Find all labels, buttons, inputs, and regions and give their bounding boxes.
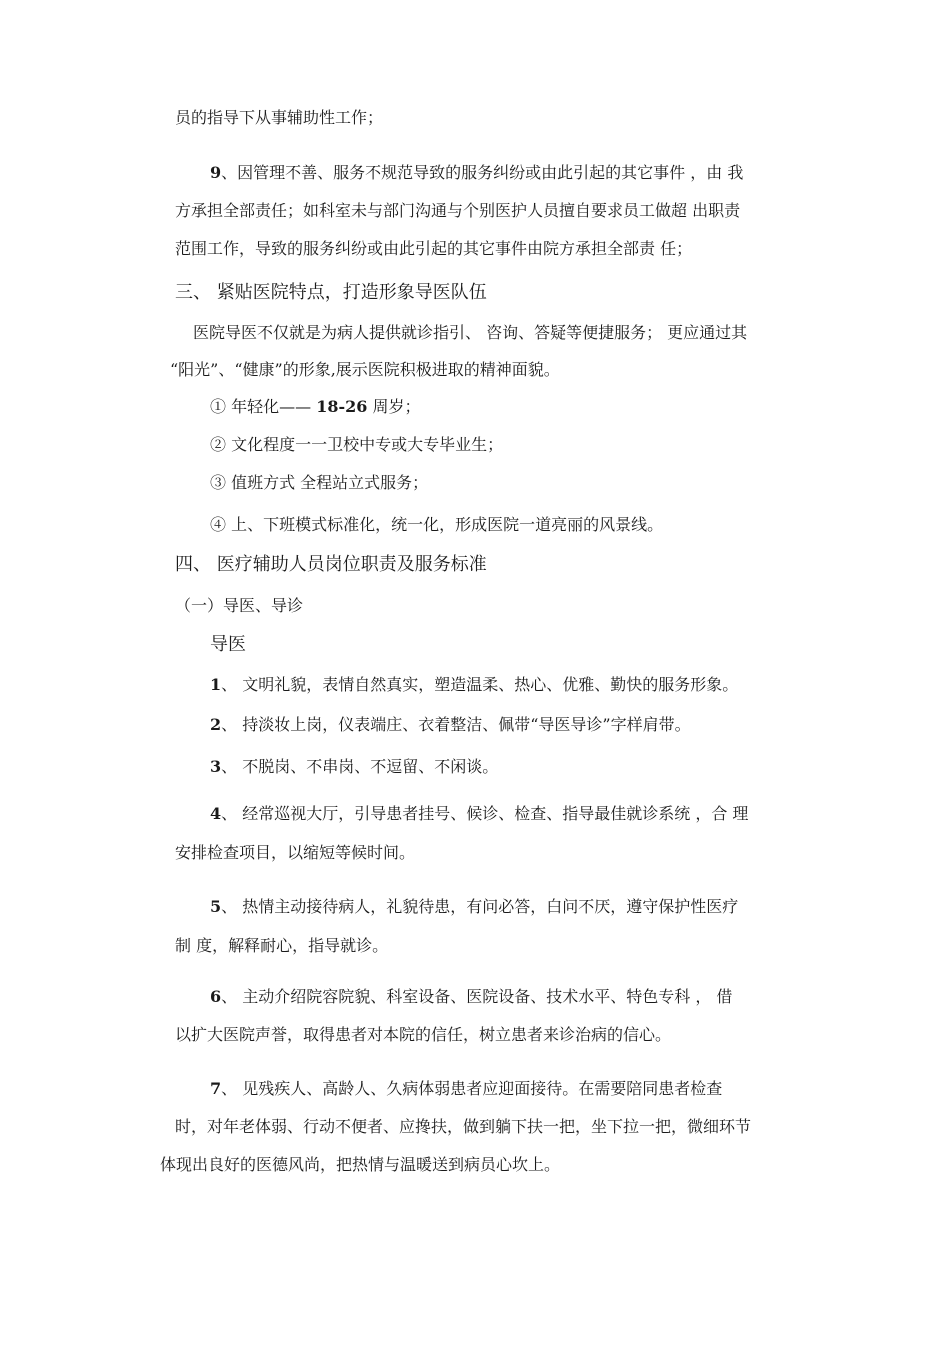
guide-item-7-line-3: 体现出良好的医德风尚，把热情与温暖送到病员心坎上。 xyxy=(160,1155,561,1174)
item-9-line-2: 方承担全部责任；如科室未与部门沟通与个别医护人员擅自要求员工做超 出职责 xyxy=(175,201,741,220)
guide-item-1 xyxy=(210,675,738,695)
section-3-heading: 三、 紧贴医院特点，打造形象导医队伍 xyxy=(175,282,487,303)
guide-title: 导医 xyxy=(210,634,246,655)
section-3-item-2: ② 文化程度一一卫校中专或大专毕业生； xyxy=(210,435,504,454)
item-9-line-3: 范围工作，导致的服务纠纷或由此引起的其它事件由院方承担全部责 任； xyxy=(175,239,693,258)
age-range: 18-26 xyxy=(316,397,368,416)
guide-item-3 xyxy=(210,757,498,777)
item-number: 1 xyxy=(210,675,222,694)
item-text: ① 年轻化—— xyxy=(210,397,317,416)
item-number: 4 xyxy=(210,804,222,823)
section-3-intro-line-2: “阳光”、“健康”的形象,展示医院积极进取的精神面貌。 xyxy=(170,360,560,379)
section-4-subheading: （一）导医、导诊 xyxy=(175,596,304,615)
guide-item-5-line-1 xyxy=(210,897,738,917)
guide-item-5-line-2: 制 度，解释耐心，指导就诊。 xyxy=(175,936,389,955)
item-9-text-1: 、因管理不善、服务不规范导致的服务纠纷或由此引起的其它事件 ，由 我 xyxy=(221,163,744,182)
item-number: 2 xyxy=(210,715,222,734)
item-text: 、 主动介绍院容院貌、科室设备、医院设备、技术水平、特色专科 ， 借 xyxy=(221,987,733,1006)
item-text: 、 不脱岗、不串岗、不逗留、不闲谈。 xyxy=(221,757,499,776)
section-3-item-4: ④ 上、下班模式标准化，统一化，形成医院一道亮丽的风景线。 xyxy=(210,515,664,534)
item-number: 5 xyxy=(210,897,222,916)
item-9-line-1 xyxy=(210,163,743,183)
item-text: 、 经常巡视大厅，引导患者挂号、候诊、检查、指导最佳就诊系统 ，合 理 xyxy=(221,804,749,823)
guide-item-7-line-1 xyxy=(210,1079,722,1099)
item-text: 、 文明礼貌，表情自然真实，塑造温柔、热心、优雅、勤快的服务形象。 xyxy=(221,675,739,694)
section-3-item-1 xyxy=(210,397,420,417)
guide-item-4-line-1 xyxy=(210,804,748,824)
section-3-intro-line-1: 医院导医不仅就是为病人提供就诊指引、 咨询、答疑等便捷服务； 更应通过其 xyxy=(193,323,748,342)
guide-item-6-line-1 xyxy=(210,987,732,1007)
item-text: 、 持淡妆上岗，仪表端庄、衣着整洁、佩带“导医导诊”字样肩带。 xyxy=(221,715,691,734)
item-number: 3 xyxy=(210,757,222,776)
section-4-heading: 四、 医疗辅助人员岗位职责及服务标准 xyxy=(175,554,487,575)
guide-item-4-line-2: 安排检查项目，以缩短等候时间。 xyxy=(175,843,416,862)
item-text: 、 热情主动接待病人，礼貌待患，有问必答，白问不厌，遵守保护性医疗 xyxy=(221,897,739,916)
item-number: 7 xyxy=(210,1079,222,1098)
section-3-item-3: ③ 值班方式 全程站立式服务； xyxy=(210,473,429,492)
guide-item-7-line-2: 时，对年老体弱、行动不便者、应搀扶，做到躺下扶一把，坐下拉一把，微细环节 xyxy=(175,1117,752,1136)
guide-item-6-line-2: 以扩大医院声誉，取得患者对本院的信任，树立患者来诊治病的信心。 xyxy=(175,1025,672,1044)
item-text: 周岁； xyxy=(367,397,421,416)
continued-text: 员的指导下从事辅助性工作； xyxy=(175,108,384,127)
guide-item-2 xyxy=(210,715,691,735)
item-text: 、 见残疾人、高龄人、久病体弱患者应迎面接待。在需要陪同患者检查 xyxy=(221,1079,723,1098)
item-9-number: 9 xyxy=(210,163,222,182)
item-number: 6 xyxy=(210,987,222,1006)
